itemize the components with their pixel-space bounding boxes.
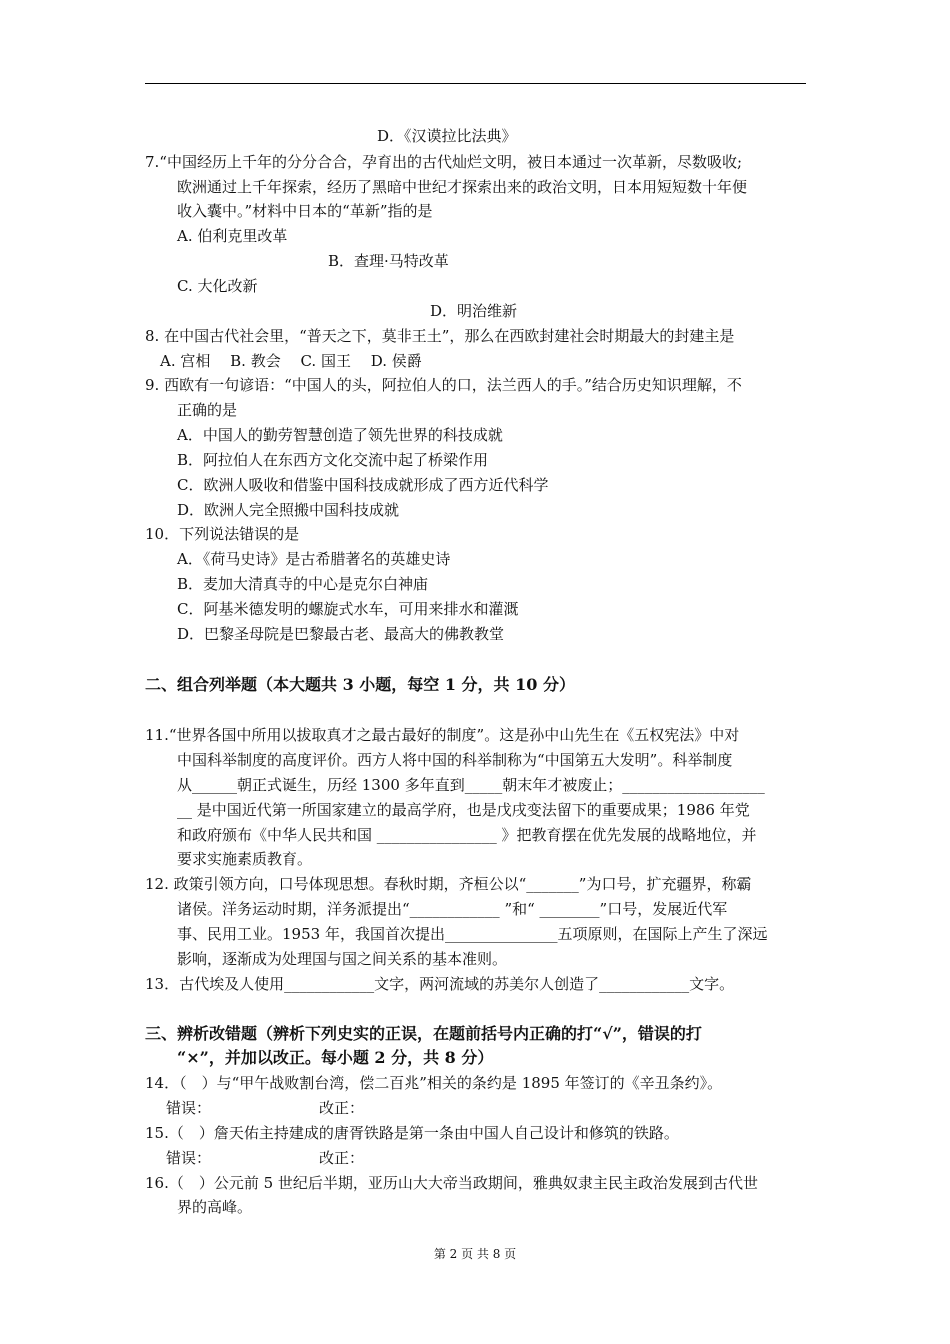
section-3-heading: “×”，并加以改正。每小题 2 分，共 8 分） (177, 1048, 494, 1067)
q16-stem-line: 界的高峰。 (177, 1198, 253, 1216)
section-2-heading: 二、组合列举题（本大题共 3 小题，每空 1 分，共 10 分） (145, 675, 575, 694)
q15-correction-label: 改正： (319, 1149, 365, 1167)
q7-option-b: B．查理·马特改革 (328, 252, 449, 270)
q7-option-c: C. 大化改新 (177, 277, 258, 295)
q11-stem-line: 要求实施素质教育。 (177, 850, 313, 868)
q8-options: A. 宫相 B. 教会 C. 国王 D. 侯爵 (160, 352, 422, 370)
q7-stem-line: 7.“中国经历上千年的分分合合，孕育出的古代灿烂文明，被日本通过一次革新，尽数吸收; (145, 153, 743, 171)
q15-error-label: 错误： (166, 1149, 212, 1167)
q11-stem-line: 从______朝正式诞生，历经 1300 多年直到_____朝末年才被废止；___________________ (177, 776, 765, 794)
q15-stem-line: 15.（ ）詹天佑主持建成的唐胥铁路是第一条由中国人自己设计和修筑的铁路。 (145, 1124, 679, 1142)
q10-option-b: B．麦加大清真寺的中心是克尔白神庙 (177, 575, 429, 593)
q10-option-a: A．《荷马史诗》是古希腊著名的英雄史诗 (177, 550, 451, 568)
q9-option-b: B．阿拉伯人在东西方文化交流中起了桥梁作用 (177, 451, 489, 469)
q9-stem-line: 正确的是 (177, 401, 238, 419)
q10-option-d: D．巴黎圣母院是巴黎最古老、最高大的佛教教堂 (177, 625, 505, 643)
q9-option-a: A．中国人的勤劳智慧创造了领先世界的科技成就 (177, 426, 503, 444)
q14-stem-line: 14．（ ）与“甲午战败割台湾，偿二百兆”相关的条约是 1895 年签订的《辛丑条约》。 (145, 1074, 723, 1092)
q12-stem-line: 事、民用工业。1953 年，我国首次提出_______________五项原则，在国际上产生了深远 (177, 925, 768, 943)
page-number: 第 2 页 共 8 页 (433, 1247, 517, 1261)
q9-option-d: D．欧洲人完全照搬中国科技成就 (177, 501, 400, 519)
q6-option-d: D．《汉谟拉比法典》 (377, 127, 517, 145)
q7-option-a: A. 伯利克里改革 (177, 227, 288, 245)
q9-option-c: C．欧洲人吸收和借鉴中国科技成就形成了西方近代科学 (177, 476, 549, 494)
q11-stem-line: __ 是中国近代第一所国家建立的最高学府，也是戊戌变法留下的重要成果；1986 年党 (177, 801, 750, 819)
q11-stem-line: 和政府颁布《中华人民共和国 ________________ 》把教育摆在优先发展的战略地位，并 (177, 826, 757, 844)
section-3-heading: 三、辨析改错题（辨析下列史实的正误，在题前括号内正确的打“√”，错误的打 (145, 1024, 702, 1043)
q16-stem-line: 16.（ ）公元前 5 世纪后半期，亚历山大大帝当政期间，雅典奴隶主民主政治发展到古代世 (145, 1174, 758, 1192)
q7-stem-line: 收入囊中。”材料中日本的“革新”指的是 (177, 202, 433, 220)
q14-error-label: 错误： (166, 1099, 212, 1117)
q10-option-c: C．阿基米德发明的螺旋式水车，可用来排水和灌溉 (177, 600, 519, 618)
q7-stem-line: 欧洲通过上千年探索，经历了黑暗中世纪才探索出来的政治文明，日本用短短数十年便 (177, 178, 748, 196)
q7-option-d: D．明治维新 (430, 302, 518, 320)
q14-correction-label: 改正： (319, 1099, 365, 1117)
q11-stem-line: 中国科举制度的高度评价。西方人将中国的科举制称为“中国第五大发明”。科举制度 (177, 751, 733, 769)
q9-stem-line: 9. 西欧有一句谚语：“中国人的头，阿拉伯人的口，法兰西人的手。”结合历史知识理解，不 (145, 376, 742, 394)
q11-stem-line: 11.“世界各国中所用以拔取真才之最古最好的制度”。这是孙中山先生在《五权宪法》中对 (145, 726, 740, 744)
q12-stem-line: 影响，逐渐成为处理国与国之间关系的基本准则。 (177, 950, 508, 968)
q12-stem-line: 12. 政策引领方向，口号体现思想。春秋时期，齐桓公以“_______”为口号，扩充疆界，称霸 (145, 875, 752, 893)
q8-stem-line: 8. 在中国古代社会里，“普天之下，莫非王土”，那么在西欧封建社会时期最大的封建主是 (145, 327, 735, 345)
q13-stem-line: 13．古代埃及人使用____________文字，两河流域的苏美尔人创造了____________文字。 (145, 975, 735, 993)
header-rule (145, 83, 806, 84)
q12-stem-line: 诸侯。洋务运动时期，洋务派提出“____________ ”和“ ________”口号，发展近代军 (177, 900, 728, 918)
q10-stem-line: 10．下列说法错误的是 (145, 525, 300, 543)
